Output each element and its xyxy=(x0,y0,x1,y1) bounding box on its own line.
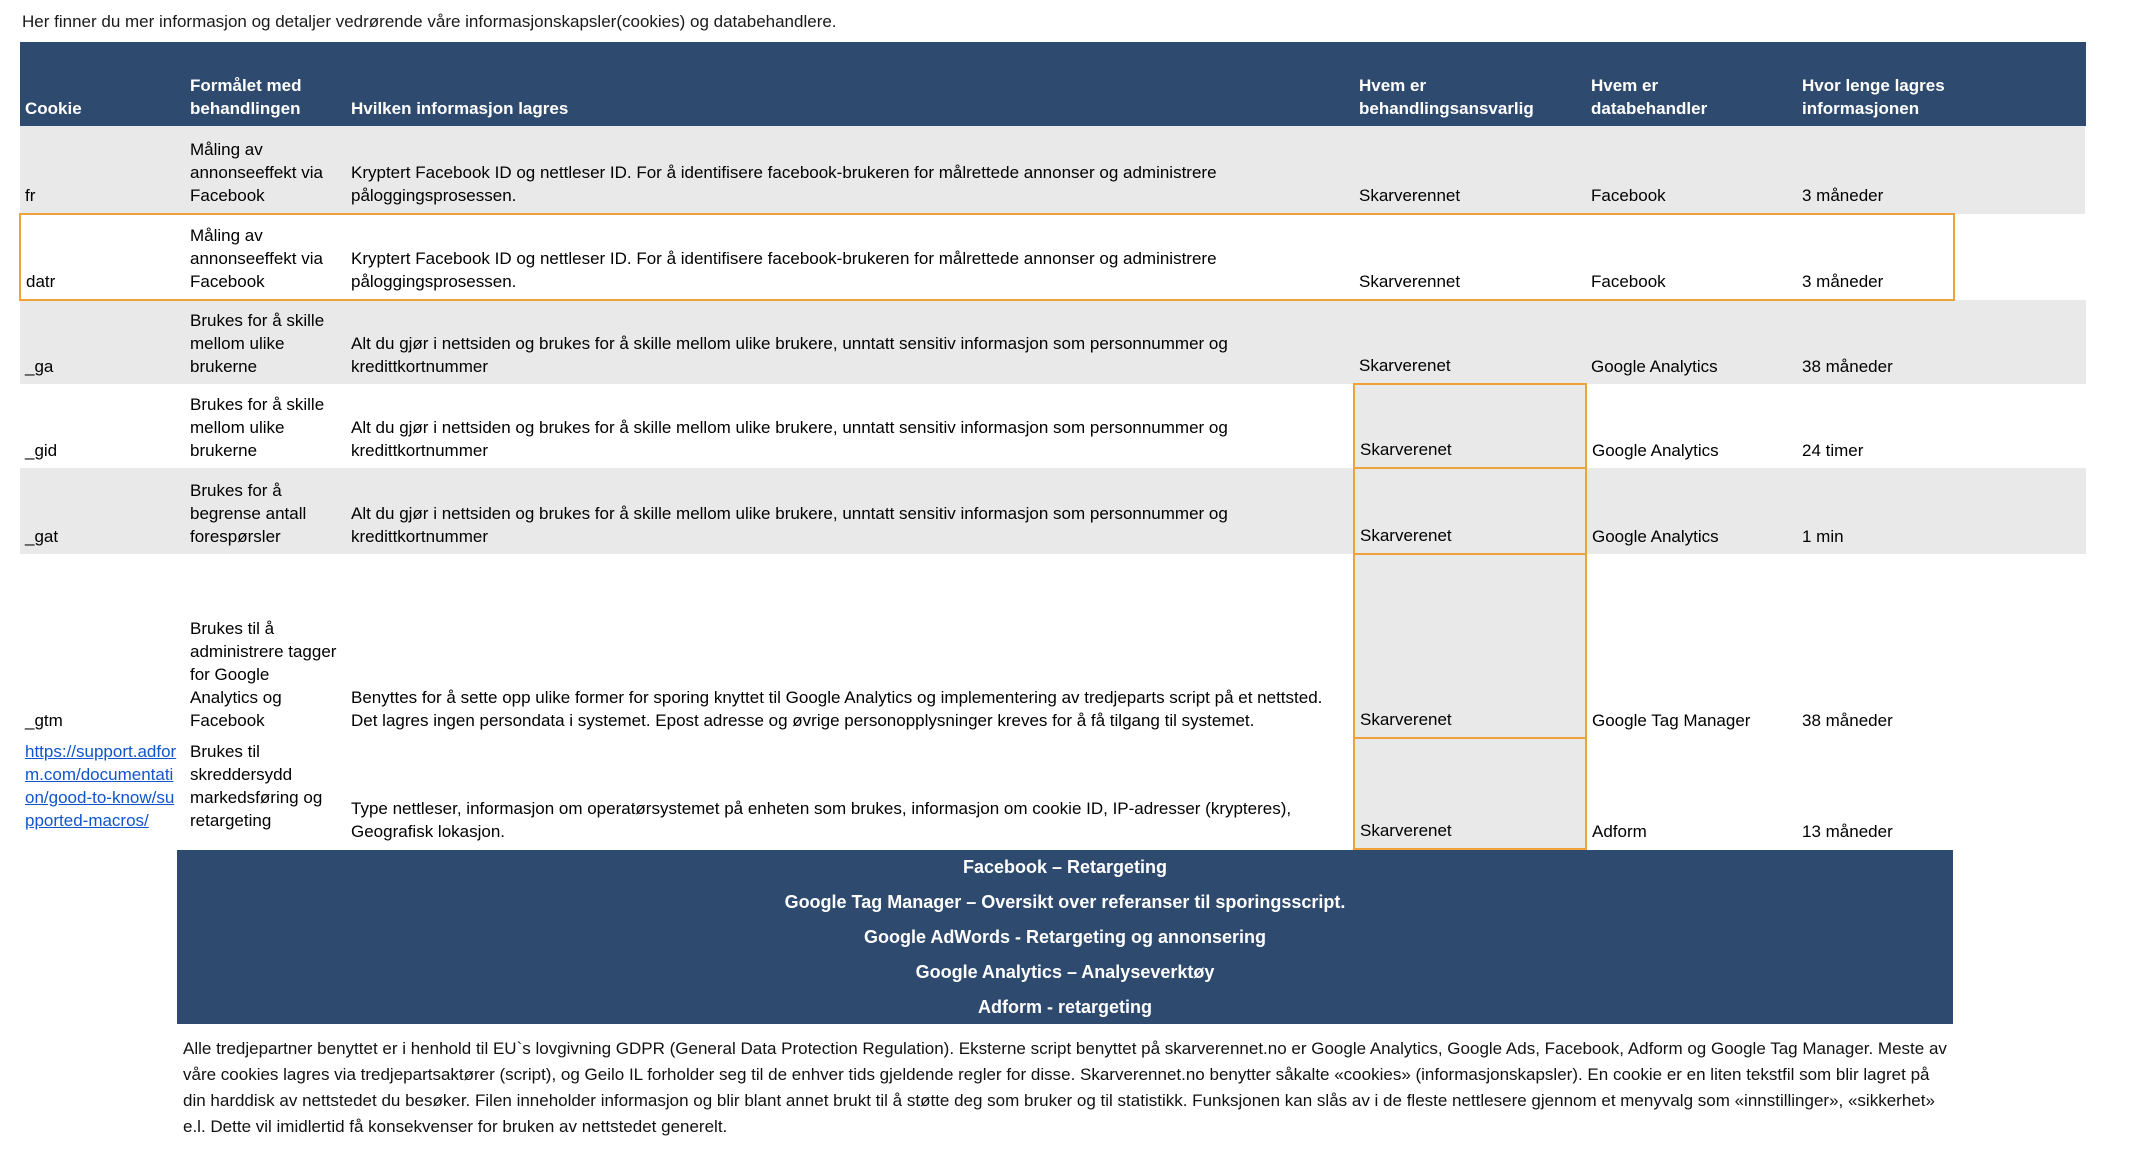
column-header-duration: Hvor lenge lagres informasjonen xyxy=(1797,42,1954,126)
controller-cell: Skarverennet xyxy=(1354,126,1586,214)
cookie-table xyxy=(19,42,2087,850)
table-row xyxy=(20,384,2086,468)
controller-cell: Skarverennet xyxy=(1354,214,1586,300)
table-row xyxy=(20,554,2086,738)
column-header-purpose: Formålet med behandlingen xyxy=(185,42,346,126)
info-cell: Benyttes for å sette opp ulike former for sporing knyttet til Google Analytics og implementering av tredjeparts script på et nettsted. Det lagres ingen persondata i systemet. Epost adresse og øvrige personopplysninger kreves for å få tilgang til systemet. xyxy=(351,688,1323,730)
duration-cell: 13 måneder xyxy=(1802,822,1893,841)
third-party-line: Google AdWords - Retargeting og annonsering xyxy=(863,926,1266,947)
empty-cell xyxy=(1954,738,2086,849)
duration-cell: 1 min xyxy=(1797,468,1954,554)
third-parties-panel xyxy=(177,850,1953,1024)
info-cell: Alt du gjør i nettsiden og brukes for å skille mellom ulike brukere, unntatt sensitiv informasjon som personnummer og kredittkortnummer xyxy=(351,418,1228,460)
column-header-info: Hvilken informasjon lagres xyxy=(346,42,1354,126)
empty-cell xyxy=(1954,126,2086,214)
processor-cell: Google Analytics xyxy=(1586,468,1797,554)
empty-cell xyxy=(1954,300,2086,384)
processor-cell: Facebook xyxy=(1586,214,1797,300)
info-cell: Kryptert Facebook ID og nettleser ID. For å identifisere facebook-brukeren for målrettede annonser og administrere påloggingsprosessen. xyxy=(346,126,1354,214)
purpose-cell: Brukes for å begrense antall forespørsler xyxy=(185,468,346,554)
cookie-cell: _gid xyxy=(25,441,58,460)
duration-cell: 38 måneder xyxy=(1797,300,1954,384)
controller-cell: Skarverenet xyxy=(1354,300,1586,384)
controller-cell: Skarverenet xyxy=(1354,554,1586,738)
purpose-cell: Måling av annonseeffekt via Facebook xyxy=(185,214,346,300)
cookie-cell: datr xyxy=(20,214,185,300)
purpose-cell: Brukes for å skille mellom ulike brukerne xyxy=(185,300,346,384)
column-header-controller: Hvem er behandlingsansvarlig xyxy=(1354,42,1586,126)
table-row-selected xyxy=(20,214,2086,300)
column-header-cookie: Cookie xyxy=(20,42,185,126)
table-row xyxy=(20,300,2086,384)
table-row xyxy=(20,126,2086,214)
column-header-processor: Hvem er databehandler xyxy=(1586,42,1797,126)
third-party-line: Facebook – Retargeting xyxy=(962,856,1168,877)
table-row xyxy=(20,468,2086,554)
controller-cell: Skarverenet xyxy=(1354,384,1586,468)
empty-cell xyxy=(1954,554,2086,738)
gdpr-paragraph: Alle tredjepartner benyttet er i henhold til EU`s lovgivning GDPR (General Data Protection Regulation). Eksterne script benyttet på skarverennet.no er Google Analytics, Google Ads, Facebook, Adform og Google Tag Manager. Meste av våre cookies lagres via tredjepartsaktører (script), og Geilo IL forholder seg til de enhver tids gjeldende regler for disse. Skarverennet.no benytter såkalte «cookies» (informasjonskapsler). En cookie er en liten tekstfil som blir lagret på din harddisk av nettstedet du besøker. Filen inneholder informasjon og blir blant annet brukt til å støtte deg som bruker og til statistikk. Funksjonen kan slås av i de fleste nettlesere gjennom et menyvalg som «innstillinger», «sikkerhet» e.l. Dette vil imidlertid få konsekvenser for bruken av nettstedet generelt. xyxy=(183,1039,1947,1136)
cookie-cell xyxy=(20,738,185,849)
info-cell: Alt du gjør i nettsiden og brukes for å skille mellom ulike brukere, unntatt sensitiv informasjon som personnummer og kredittkortnummer xyxy=(346,300,1354,384)
duration-cell: 3 måneder xyxy=(1797,126,1954,214)
purpose-cell: Brukes til skreddersydd markedsføring og retargeting xyxy=(190,742,323,830)
duration-cell: 24 timer xyxy=(1802,441,1864,460)
adform-support-link[interactable]: https://support.adform.com/documentation/good-to-know/supported-macros/ xyxy=(25,742,177,830)
intro-text: Her finner du mer informasjon og detaljer vedrørende våre informasjonskapsler(cookies) og databehandlere. xyxy=(22,12,837,31)
purpose-cell: Måling av annonseeffekt via Facebook xyxy=(185,126,346,214)
table-row xyxy=(20,738,2086,849)
purpose-cell: Brukes for å skille mellom ulike brukerne xyxy=(190,395,325,460)
processor-cell: Google Analytics xyxy=(1586,300,1797,384)
third-party-line: Google Tag Manager – Oversikt over referanser til sporingsscript. xyxy=(784,891,1346,912)
purpose-cell: Brukes til å administrere tagger for Google Analytics og Facebook xyxy=(190,619,337,730)
info-cell: Alt du gjør i nettsiden og brukes for å skille mellom ulike brukere, unntatt sensitiv informasjon som personnummer og kredittkortnummer xyxy=(346,468,1354,554)
info-cell: Kryptert Facebook ID og nettleser ID. For å identifisere facebook-brukeren for målrettede annonser og administrere påloggingsprosessen. xyxy=(346,214,1354,300)
header-row xyxy=(20,42,2086,126)
cookie-cell: _gtm xyxy=(25,711,63,730)
third-party-line: Google Analytics – Analyseverktøy xyxy=(915,961,1215,982)
link-clip xyxy=(25,740,177,843)
empty-cell xyxy=(1954,384,2086,468)
cookie-cell: fr xyxy=(20,126,185,214)
duration-cell: 3 måneder xyxy=(1797,214,1954,300)
cookie-cell: _gat xyxy=(20,468,185,554)
controller-cell: Skarverenet xyxy=(1354,468,1586,554)
info-cell: Type nettleser, informasjon om operatørsystemet på enheten som brukes, informasjon om cookie ID, IP-adresser (krypteres), Geografisk lokasjon. xyxy=(351,799,1292,841)
third-party-line: Adform - retargeting xyxy=(977,996,1152,1017)
empty-cell xyxy=(1954,468,2086,554)
column-header-empty xyxy=(1954,42,2086,126)
empty-cell xyxy=(1954,214,2086,300)
processor-cell: Google Tag Manager xyxy=(1592,711,1751,730)
cookie-cell: _ga xyxy=(20,300,185,384)
processor-cell: Google Analytics xyxy=(1592,441,1719,460)
processor-cell: Adform xyxy=(1592,822,1647,841)
controller-cell: Skarverenet xyxy=(1354,738,1586,849)
processor-cell: Facebook xyxy=(1586,126,1797,214)
duration-cell: 38 måneder xyxy=(1802,711,1893,730)
